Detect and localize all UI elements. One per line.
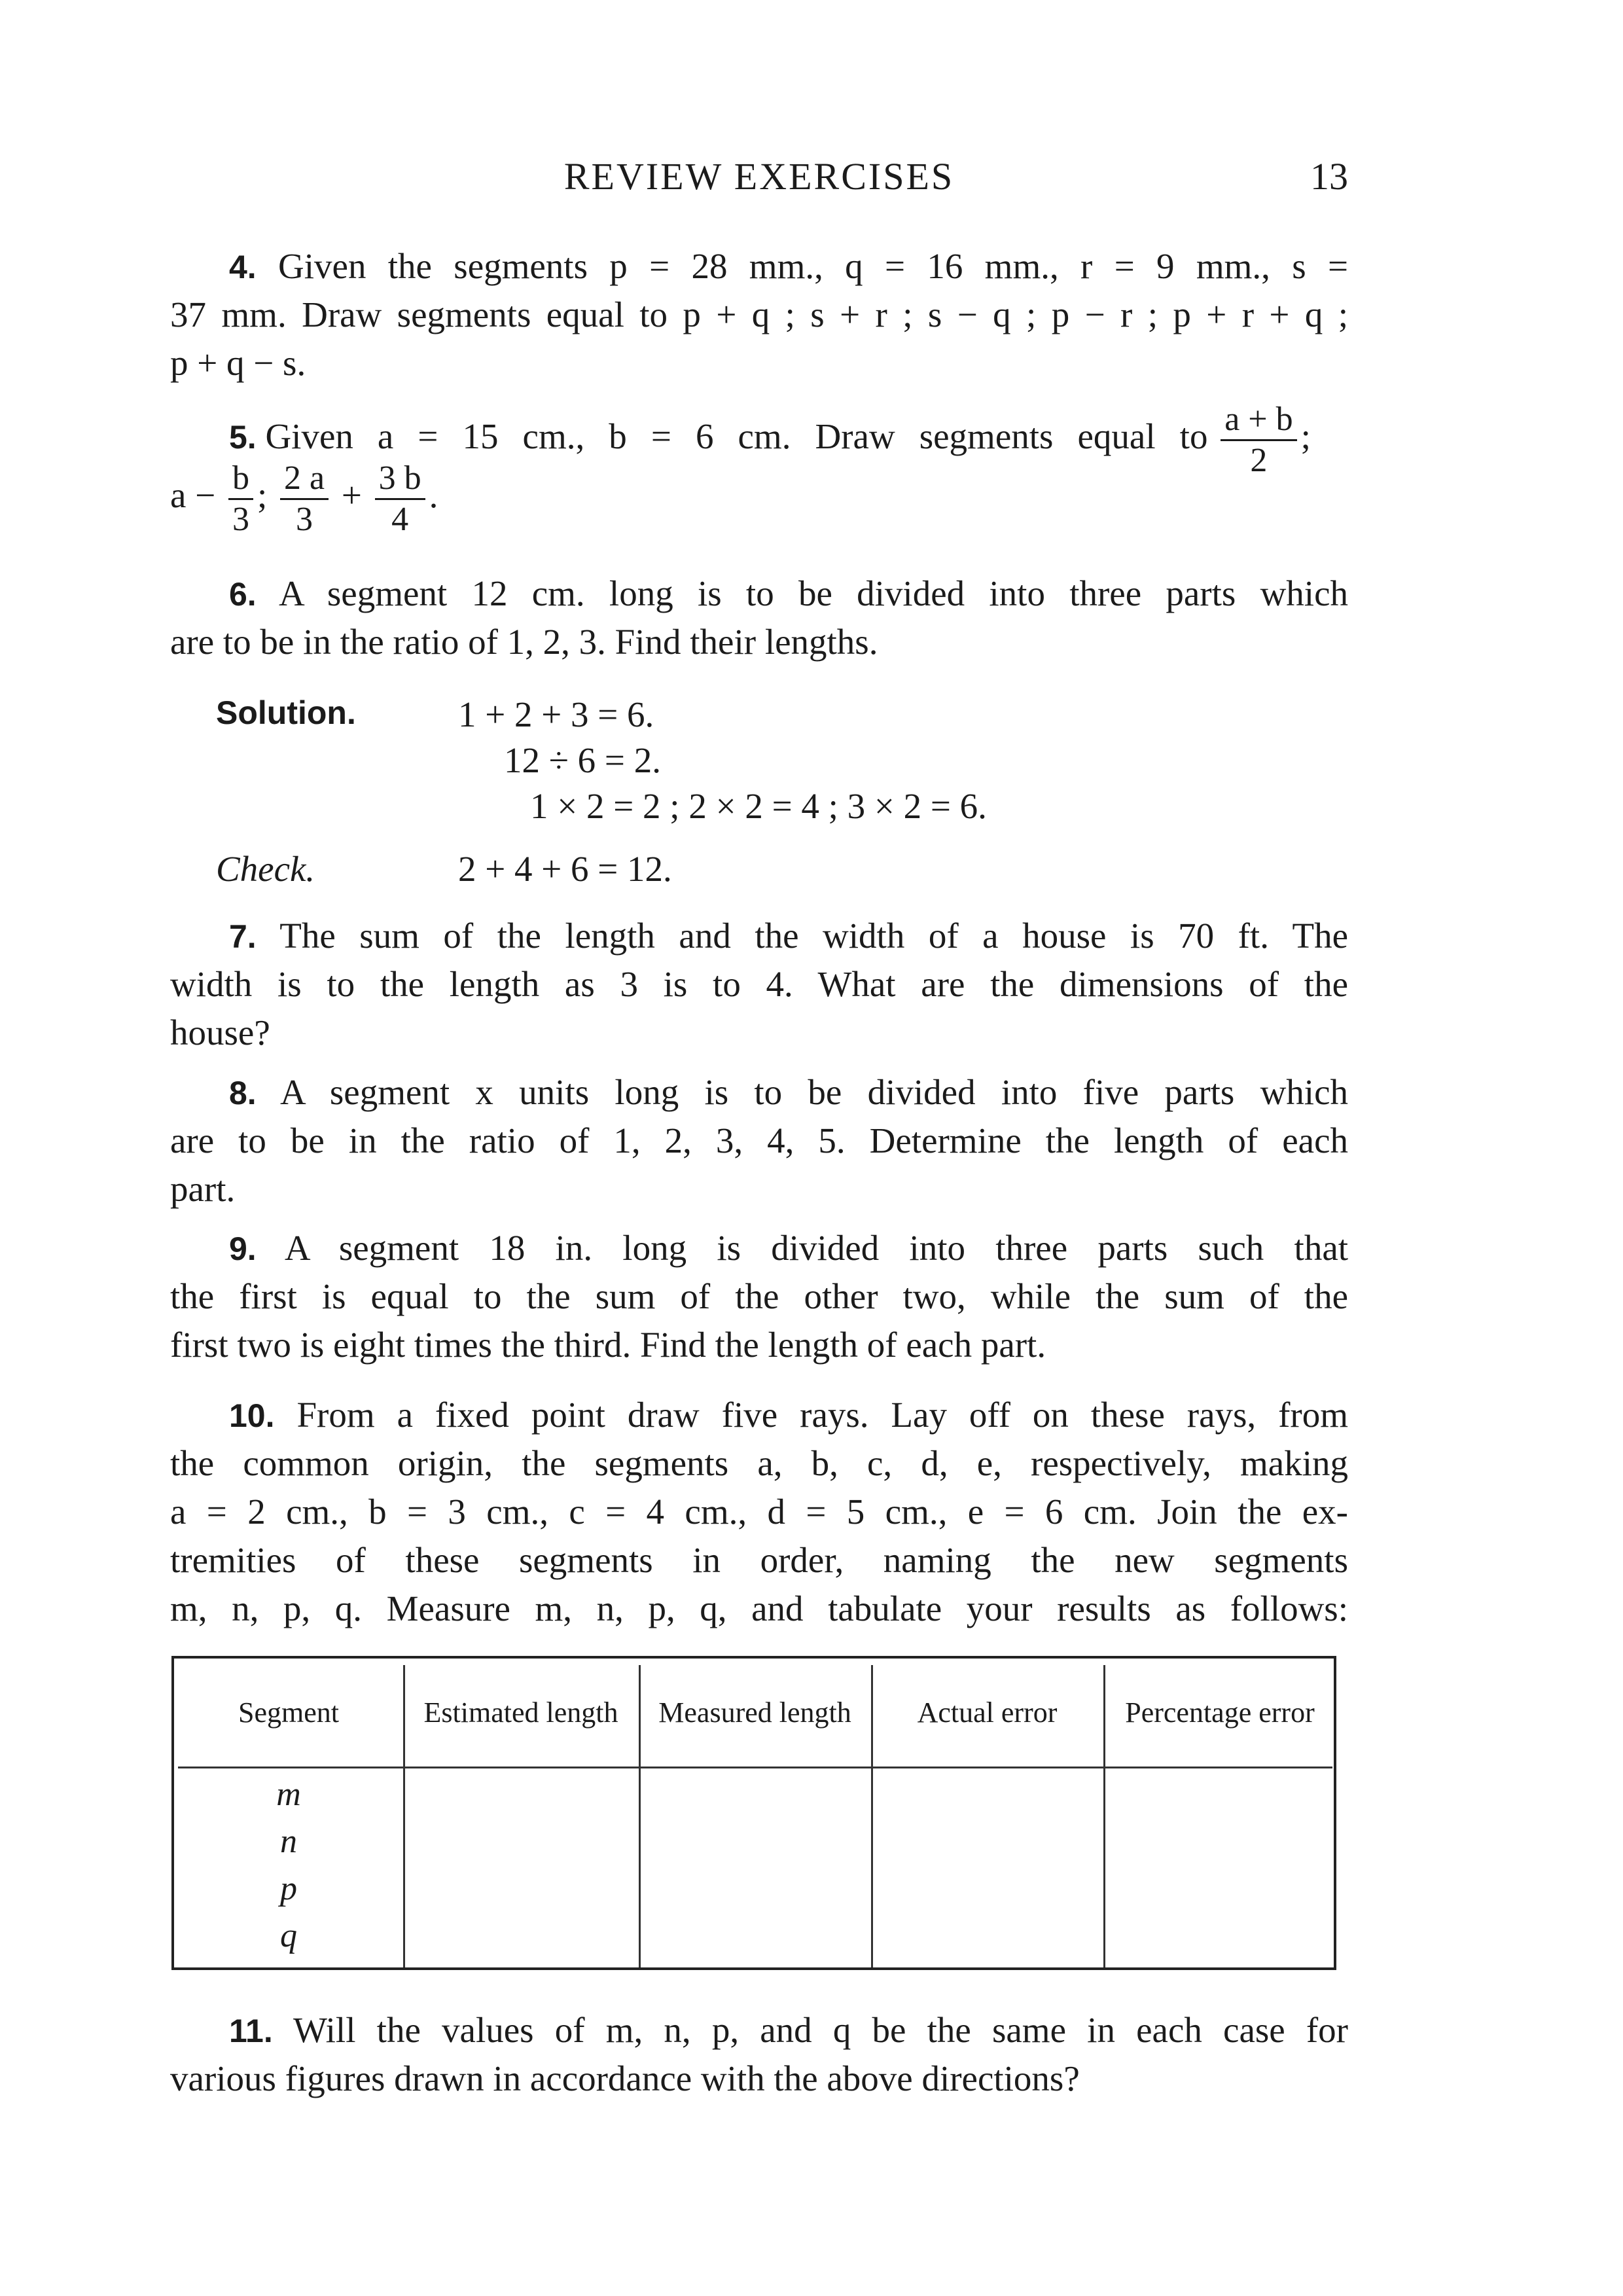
exercise-9-line-2: the first is equal to the sum of the other two, while the sum of the bbox=[170, 1276, 1348, 1316]
exercise-7-line-1: 7. The sum of the length and the width of a house is 70 ft. The bbox=[229, 916, 1348, 956]
exercise-10-line-2: the common origin, the segments a, b, c, d, e, respectively, making bbox=[170, 1443, 1348, 1483]
exercise-8-line-3: part. bbox=[170, 1169, 236, 1209]
table-row-label: n bbox=[280, 1823, 297, 1860]
running-title: REVIEW EXERCISES bbox=[563, 155, 955, 198]
solution-step-2: 12 ÷ 6 = 2. bbox=[504, 740, 661, 780]
exercise-4-line-1: 4. Given the segments p = 28 mm., q = 16 mm., r = 9 mm., s = bbox=[229, 246, 1348, 286]
exercise-10-line-5: m, n, p, q. Measure m, n, p, q, and tabulate your results as follows: bbox=[170, 1588, 1348, 1628]
exercise-4 bbox=[170, 242, 1348, 387]
exercise-11-line-1: 11. Will the values of m, n, p, and q be the same in each case for bbox=[229, 2010, 1348, 2050]
fraction-3b-over-4: $\frac{3 b}{4}$ bbox=[375, 461, 425, 537]
exercise-4-line-2: 37 mm. Draw segments equal to p + q ; s + r ; s − q ; p − r ; p + r + q ; bbox=[170, 295, 1348, 334]
exercise-9 bbox=[170, 1224, 1348, 1369]
table-header-measured-length: Measured length bbox=[658, 1696, 851, 1729]
page-number: 13 bbox=[1310, 155, 1348, 198]
exercise-7 bbox=[170, 912, 1348, 1057]
table-column-rule bbox=[1103, 1665, 1105, 1967]
exercise-6-line-2: are to be in the ratio of 1, 2, 3. Find their lengths. bbox=[170, 622, 878, 662]
exercise-number: 8. bbox=[229, 1075, 257, 1111]
exercise-9-line-1: 9. A segment 18 in. long is divided into three parts such that bbox=[229, 1228, 1349, 1268]
exercise-number: 11. bbox=[229, 2013, 273, 2049]
exercise-8-line-2: are to be in the ratio of 1, 2, 3, 4, 5. Determine the length of each bbox=[170, 1121, 1348, 1160]
table-row-label: q bbox=[280, 1917, 297, 1954]
table-column-rule bbox=[639, 1665, 641, 1967]
solution-step-1: 1 + 2 + 3 = 6. bbox=[458, 694, 654, 734]
exercise-10-line-4: tremities of these segments in order, naming the new segments bbox=[170, 1540, 1348, 1580]
exercise-number: 7. bbox=[229, 918, 257, 955]
exercise-7-line-3: house? bbox=[170, 1013, 270, 1052]
fraction-b-over-3: $\frac{b}{3}$ bbox=[228, 461, 253, 537]
exercise-5-line-2: a − $\frac{b}{3}$ ; $\frac{2 a}{3}$ + $\frac{3 b}{4}$ . bbox=[170, 459, 438, 538]
exercise-10 bbox=[170, 1391, 1348, 1633]
exercise-6-line-1: 6. A segment 12 cm. long is to be divided into three parts which bbox=[229, 573, 1348, 613]
solution-step-3: 1 × 2 = 2 ; 2 × 2 = 4 ; 3 × 2 = 6. bbox=[530, 786, 987, 826]
exercise-6 bbox=[170, 569, 1348, 666]
exercise-number: 4. bbox=[229, 249, 257, 285]
table-header-actual-error: Actual error bbox=[917, 1696, 1058, 1729]
exercise-8 bbox=[170, 1068, 1348, 1213]
solution-label: Solution. bbox=[216, 694, 356, 731]
check-equation: 2 + 4 + 6 = 12. bbox=[458, 849, 672, 889]
table-header-segment: Segment bbox=[238, 1696, 339, 1729]
table-header-percentage-error: Percentage error bbox=[1125, 1696, 1315, 1729]
exercise-8-line-1: 8. A segment x units long is to be divided into five parts which bbox=[229, 1072, 1349, 1112]
running-head bbox=[170, 154, 1348, 200]
exercise-4-line-3: p + q − s. bbox=[170, 343, 306, 383]
fraction-a-plus-b-over-2: $\frac{a + b}{2}$ bbox=[1221, 403, 1296, 478]
check-label: Check. bbox=[216, 849, 315, 889]
table-header-rule bbox=[178, 1767, 1332, 1768]
exercise-11 bbox=[170, 2006, 1348, 2103]
table-row-label: m bbox=[276, 1776, 301, 1813]
exercise-11-line-2: various figures drawn in accordance with the above directions? bbox=[170, 2058, 1080, 2098]
table-column-rule bbox=[871, 1665, 873, 1967]
table-header-estimated-length: Estimated length bbox=[423, 1696, 618, 1729]
exercise-10-line-1: 10. From a fixed point draw five rays. Lay off on these rays, from bbox=[229, 1395, 1349, 1435]
segment-column bbox=[174, 1771, 403, 1967]
exercise-10-line-3: a = 2 cm., b = 3 cm., c = 4 cm., d = 5 cm., e = 6 cm. Join the ex- bbox=[170, 1492, 1348, 1532]
exercise-5 bbox=[170, 401, 1348, 538]
table-row-label: p bbox=[280, 1870, 297, 1907]
exercise-number: 10. bbox=[229, 1397, 275, 1434]
exercise-number: 6. bbox=[229, 576, 257, 613]
table-column-rule bbox=[403, 1665, 405, 1967]
fraction-2a-over-3: $\frac{2 a}{3}$ bbox=[280, 461, 329, 537]
results-table bbox=[171, 1656, 1336, 1970]
exercise-5-line-1: 5. Given a = 15 cm., b = 6 cm. Draw segments equal to $\frac{a + b}{2}$ ; bbox=[229, 401, 1311, 479]
exercise-9-line-3: first two is eight times the third. Find the length of each part. bbox=[170, 1325, 1046, 1365]
exercise-number: 5. bbox=[229, 419, 257, 456]
exercise-number: 9. bbox=[229, 1230, 257, 1267]
exercise-7-line-2: width is to the length as 3 is to 4. What are the dimensions of the bbox=[170, 964, 1348, 1004]
